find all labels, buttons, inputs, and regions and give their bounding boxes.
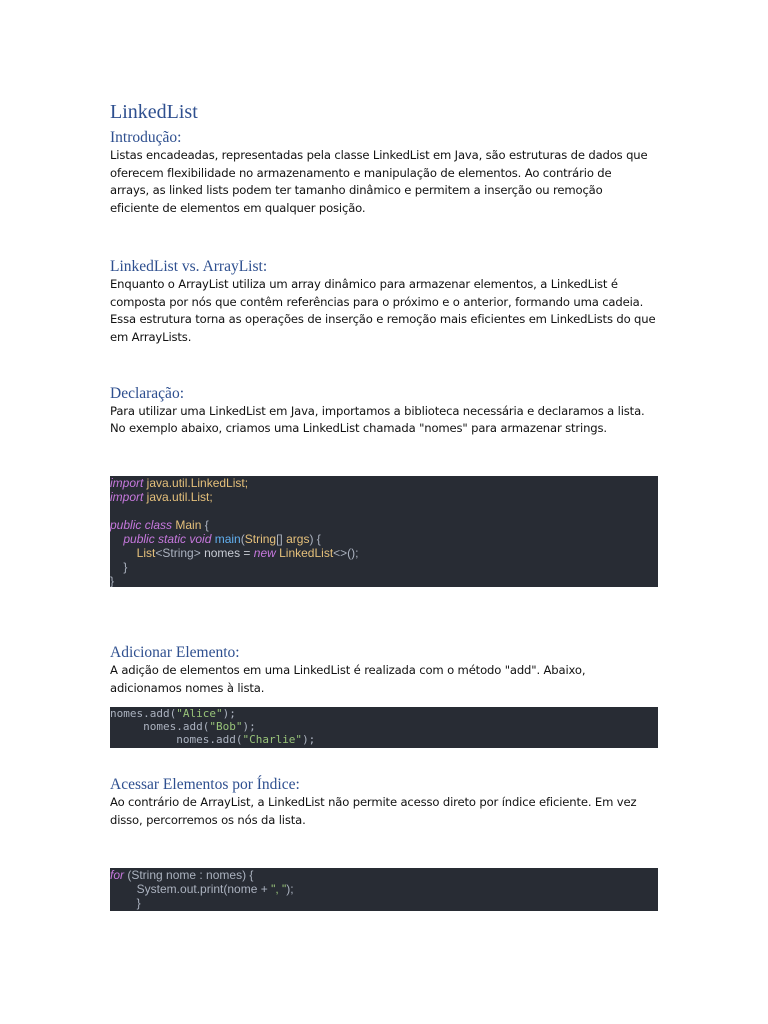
add-code-block bbox=[110, 707, 658, 748]
code-text: ); bbox=[286, 881, 294, 896]
declaration-code-block bbox=[110, 476, 658, 587]
code-text: java.util.LinkedList; bbox=[143, 476, 249, 491]
code-class: List bbox=[136, 546, 156, 561]
intro-line: oferecem flexibilidade no armazenamento e manipulação de elementos. Ao contrário de bbox=[110, 165, 612, 180]
code-text: <String> bbox=[155, 546, 201, 561]
code-indent bbox=[110, 532, 123, 546]
code-keyword: public static void bbox=[123, 532, 212, 547]
code-text: nomes.add( bbox=[110, 707, 177, 721]
intro-heading: Introdução: bbox=[110, 129, 182, 146]
code-text: nomes = bbox=[200, 546, 254, 561]
code-string: "Charlie" bbox=[242, 733, 303, 747]
code-keyword: for bbox=[110, 867, 125, 882]
code-line bbox=[110, 532, 658, 546]
code-string: ", " bbox=[271, 881, 287, 896]
compare-line: em ArrayLists. bbox=[110, 329, 192, 344]
code-keyword: new bbox=[253, 546, 276, 561]
code-text: ) { bbox=[309, 532, 321, 547]
code-class: LinkedList bbox=[275, 546, 334, 561]
code-text: nomes.add( bbox=[110, 733, 243, 747]
document-content bbox=[110, 100, 658, 911]
code-line bbox=[110, 490, 658, 504]
add-paragraph bbox=[110, 662, 658, 697]
code-line bbox=[110, 546, 658, 560]
code-string: "Bob" bbox=[209, 720, 243, 734]
code-param: args bbox=[286, 532, 310, 547]
access-line: Ao contrário de ArrayList, a LinkedList não permite acesso direto por índice eficiente. Em vez bbox=[110, 795, 637, 810]
access-heading: Acessar Elementos por Índice: bbox=[110, 776, 300, 794]
code-line bbox=[110, 476, 658, 490]
code-blank-line bbox=[110, 504, 658, 518]
code-text: ); bbox=[242, 720, 256, 734]
code-text: ); bbox=[222, 707, 236, 721]
code-text: (String nome : nomes) { bbox=[124, 867, 254, 882]
intro-line: arrays, as linked lists podem ter tamanho dinâmico e permitem a inserção ou remoção bbox=[110, 183, 603, 198]
intro-line: eficiente de elementos em qualquer posição. bbox=[110, 201, 366, 216]
compare-heading: LinkedList vs. ArrayList: bbox=[110, 257, 268, 275]
code-line bbox=[110, 733, 658, 746]
code-string: "Alice" bbox=[176, 707, 223, 721]
intro-paragraph bbox=[110, 147, 658, 218]
code-line bbox=[110, 868, 658, 882]
compare-line: composta por nós que contêm referências para o próximo e o anterior, formando uma cadeia. bbox=[110, 294, 644, 309]
code-text: { bbox=[201, 518, 209, 533]
compare-paragraph bbox=[110, 276, 658, 347]
code-line bbox=[110, 707, 658, 720]
code-function: main bbox=[211, 532, 241, 547]
compare-line: Essa estrutura torna as operações de inserção e remoção mais eficientes em LinkedLists do que bbox=[110, 312, 656, 327]
code-text: ( bbox=[240, 532, 245, 547]
code-text: [] bbox=[276, 532, 287, 547]
add-heading: Adicionar Elemento: bbox=[110, 644, 240, 662]
code-class: String bbox=[244, 532, 277, 547]
code-keyword: public class bbox=[110, 518, 173, 533]
code-line: } bbox=[110, 560, 128, 575]
declaration-paragraph bbox=[110, 403, 658, 438]
access-code-block bbox=[110, 868, 658, 911]
code-text: <>(); bbox=[333, 546, 359, 561]
code-text: ); bbox=[302, 733, 316, 747]
declaration-heading: Declaração: bbox=[110, 384, 184, 402]
code-line bbox=[110, 518, 658, 532]
code-keyword: import bbox=[110, 476, 144, 491]
code-text: System.out.print(nome + bbox=[110, 881, 272, 896]
code-class: Main bbox=[172, 518, 202, 533]
intro-line: Listas encadeadas, representadas pela classe LinkedList em Java, são estruturas de dados que bbox=[110, 148, 648, 162]
code-line bbox=[110, 720, 658, 733]
add-line: adicionamos nomes à lista. bbox=[110, 680, 265, 695]
declaration-line: No exemplo abaixo, criamos uma LinkedList chamada "nomes" para armazenar strings. bbox=[110, 421, 607, 436]
add-line: A adição de elementos em uma LinkedList é realizada com o método "add". Abaixo, bbox=[110, 663, 586, 678]
code-line: } bbox=[110, 895, 141, 910]
compare-line: Enquanto o ArrayList utiliza um array dinâmico para armazenar elementos, a LinkedList é bbox=[110, 276, 618, 291]
document-title: LinkedList bbox=[110, 101, 198, 123]
declaration-line: Para utilizar uma LinkedList em Java, importamos a biblioteca necessária e declaramos a lista. bbox=[110, 403, 645, 418]
code-text: nomes.add( bbox=[110, 720, 210, 734]
access-line: disso, percorremos os nós da lista. bbox=[110, 813, 306, 828]
code-line bbox=[110, 882, 658, 896]
code-indent bbox=[110, 546, 137, 560]
code-keyword: import bbox=[110, 490, 144, 505]
code-line: } bbox=[110, 574, 115, 588]
code-text: java.util.List; bbox=[143, 490, 213, 505]
access-paragraph bbox=[110, 794, 658, 829]
